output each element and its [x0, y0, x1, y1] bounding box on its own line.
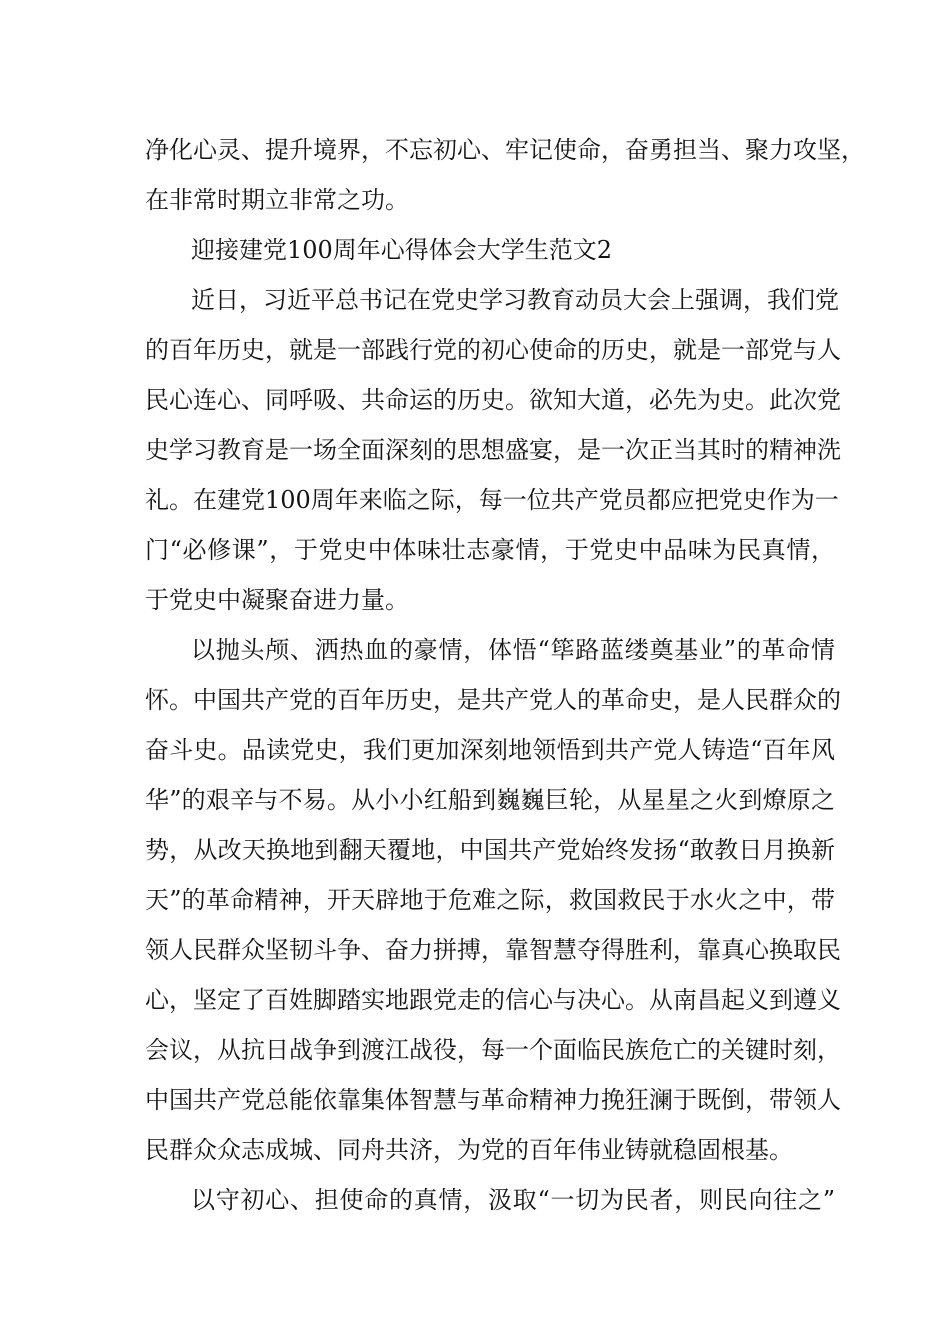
text-line: 民心连心、同呼吸、共命运的历史。欲知大道，必先为史。此次党 [145, 386, 841, 414]
text-line: 的百年历史，就是一部践行党的初心使命的历史，就是一部党与人 [145, 336, 841, 364]
text-line: 史学习教育是一场全面深刻的思想盛宴，是一次正当其时的精神洗 [145, 436, 841, 464]
text-line: 近日，习近平总书记在党史学习教育动员大会上强调，我们党 [191, 286, 839, 314]
text-line: 以抛头颅、洒热血的豪情，体悟“筚路蓝缕奠基业”的革命情 [191, 636, 835, 664]
text-line: 天”的革命精神，开天辟地于危难之际，救国救民于水火之中，带 [145, 886, 835, 914]
text-line: 怀。中国共产党的百年历史，是共产党人的革命史，是人民群众的 [145, 686, 841, 714]
text-line: 心，坚定了百姓脚踏实地跟党走的信心与决心。从南昌起义到遵义 [145, 986, 841, 1014]
text-line: 势，从改天换地到翻天覆地，中国共产党始终发扬“敢教日月换新 [145, 836, 835, 864]
text-line: 华”的艰辛与不易。从小小红船到巍巍巨轮，从星星之火到燎原之 [145, 786, 835, 814]
text-line: 领人民群众坚韧斗争、奋力拼搏，靠智慧夺得胜利，靠真心换取民 [145, 936, 841, 964]
text-line: 净化心灵、提升境界，不忘初心、牢记使命，奋勇担当、聚力攻坚， [145, 136, 865, 164]
section-title: 迎接建党100周年心得体会大学生范文2 [191, 236, 613, 264]
text-line: 奋斗史。品读党史，我们更加深刻地领悟到共产党人铸造“百年风 [145, 736, 835, 764]
text-line: 礼。在建党100周年来临之际，每一位共产党员都应把党史作为一 [145, 486, 839, 514]
text-line: 在非常时期立非常之功。 [145, 186, 409, 214]
text-line: 中国共产党总能依靠集体智慧与革命精神力挽狂澜于既倒，带领人 [145, 1086, 841, 1114]
text-line: 民群众众志成城、同舟共济，为党的百年伟业铸就稳固根基。 [145, 1136, 793, 1164]
text-line: 门“必修课”，于党史中体味壮志豪情，于党史中品味为民真情， [145, 536, 835, 564]
text-line: 于党史中凝聚奋进力量。 [145, 586, 409, 614]
text-line: 以守初心、担使命的真情，汲取“一切为民者，则民向往之” [191, 1186, 835, 1214]
text-line: 会议，从抗日战争到渡江战役，每一个面临民族危亡的关键时刻， [145, 1036, 841, 1064]
document-body [145, 125, 865, 1225]
